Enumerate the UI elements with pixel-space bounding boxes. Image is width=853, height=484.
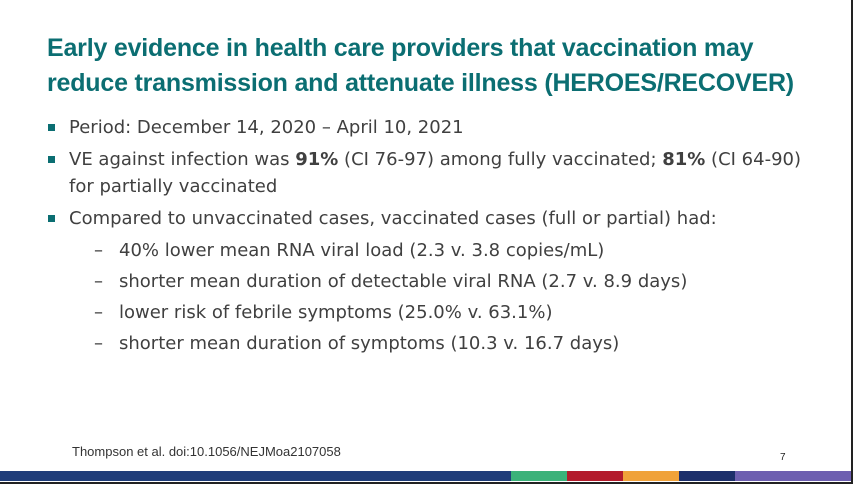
dash-bullet-icon: – [94,333,103,354]
sub-bullet-symptom-duration [69,328,804,359]
sub-bullet-list [69,235,804,359]
footer-segment-navy [0,471,511,481]
ve-text-part1: VE against infection was [69,149,296,170]
bullet-list [44,114,804,364]
square-bullet-icon [48,156,55,163]
ve-text-part3: (CI 64-90) for partially vaccinated [69,149,801,197]
sub-bullet-febrile-risk [69,297,804,328]
sub-bullet-viral-rna-duration [69,266,804,297]
sub-bullet-viral-load [69,235,804,266]
ve-full-value: 91% [295,149,339,170]
bullet-comparison [44,205,804,359]
period-text: Period: December 14, 2020 – April 10, 2021 [69,117,464,138]
page-number: 7 [780,452,786,463]
footer-segment-green [511,471,567,481]
footer-segment-purple [735,471,851,481]
dash-bullet-icon: – [94,302,103,323]
footer-segment-red [567,471,623,481]
footer-color-bar [0,471,851,481]
ve-text-part2: (CI 76-97) among fully vaccinated; [338,149,663,170]
bullet-period [44,114,804,141]
footer-segment-orange [623,471,679,481]
sub-bullet-text: lower risk of febrile symptoms (25.0% v. 63.1%) [119,302,553,323]
square-bullet-icon [48,124,55,131]
citation: Thompson et al. doi:10.1056/NEJMoa2107058 [72,444,341,459]
comparison-text: Compared to unvaccinated cases, vaccinated cases (full or partial) had: [69,208,717,229]
footer-segment-dark-navy [679,471,735,481]
bullet-vaccine-effectiveness [44,146,804,200]
sub-bullet-text: 40% lower mean RNA viral load (2.3 v. 3.8 copies/mL) [119,240,605,261]
sub-bullet-text: shorter mean duration of detectable viral RNA (2.7 v. 8.9 days) [119,271,688,292]
square-bullet-icon [48,215,55,222]
dash-bullet-icon: – [94,271,103,292]
ve-partial-value: 81% [662,149,706,170]
slide-title: Early evidence in health care providers that vaccination may reduce transmission and attenuate illness (HEROES/RECOVER) [47,34,794,97]
dash-bullet-icon: – [94,240,103,261]
sub-bullet-text: shorter mean duration of symptoms (10.3 v. 16.7 days) [119,333,620,354]
